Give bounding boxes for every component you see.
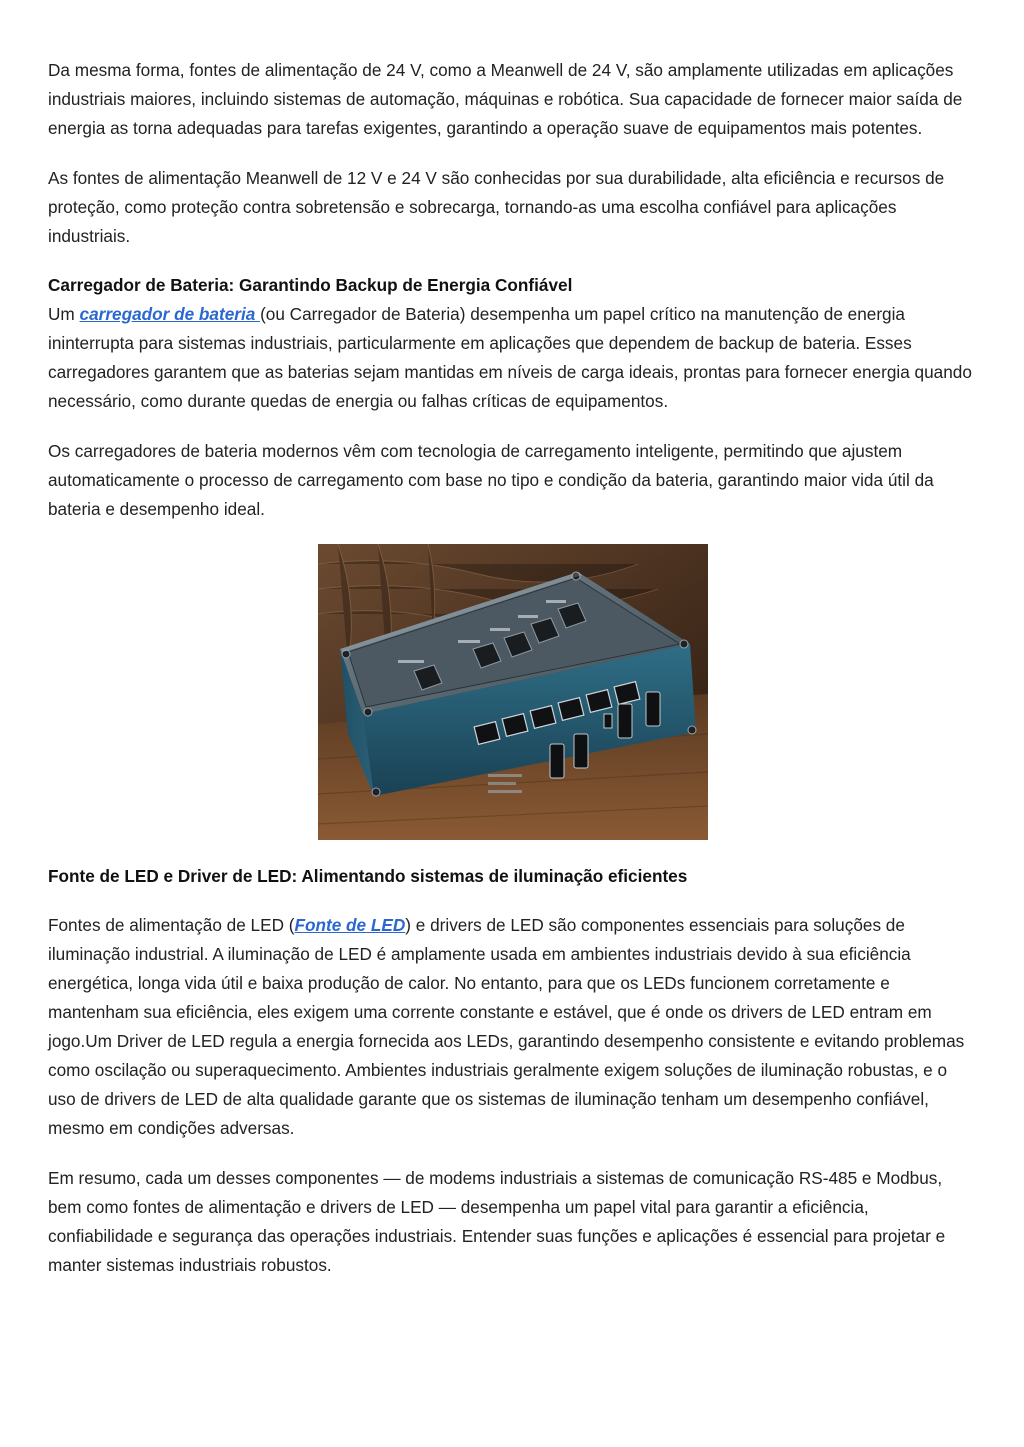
text-segment: (ou Carregador de Bateria) desempenha um papel crítico na manutenção de energia ininterrupta para sistemas industriais, particularmente em aplicações que dependem de backup de bateria. Esses carregadores garantem que as baterias sejam mantidas em níveis de carga ideais, prontas para fornecer energia quando necessário, como durante quedas de energia ou falhas críticas de equipamentos.	[48, 304, 972, 411]
text-segment: Fontes de alimentação de LED (	[48, 915, 295, 935]
paragraph-led	[48, 911, 978, 1143]
battery-charger-link[interactable]: carregador de bateria	[79, 304, 261, 324]
paragraph-summary: Em resumo, cada um desses componentes — de modems industriais a sistemas de comunicação RS-485 e Modbus, bem como fontes de alimentação e drivers de LED — desempenha um papel vital para garantir a eficiência, confiabilidade e segurança das operações industriais. Entender suas funções e aplicações é essencial para projetar e manter sistemas industriais robustos.	[48, 1167, 946, 1275]
text-segment: ) e drivers de LED são componentes essenciais para soluções de iluminação industrial. A iluminação de LED é amplamente usada em ambientes industriais devido à sua eficiência energética, longa vida útil e baixa produção de calor. No entanto, para que os LEDs funcionem corretamente e mantenham sua eficiência, eles exigem uma corrente constante e estável, que é onde os drivers de LED entram em jogo.Um Driver de LED regula a energia fornecida aos LEDs, garantindo desempenho consistente e evitando problemas como oscilação ou superaquecimento. Ambientes industriais geralmente exigem soluções de iluminação robustas, e o uso de drivers de LED de alta qualidade garante que os sistemas de iluminação tenham um desempenho confiável, mesmo em condições adversas.	[48, 915, 965, 1138]
text-segment: Um	[48, 304, 80, 324]
heading-led-driver: Fonte de LED e Driver de LED: Alimentando sistemas de iluminação eficientes	[48, 866, 688, 886]
paragraph-battery-charger	[48, 300, 978, 416]
paragraph-meanwell: As fontes de alimentação Meanwell de 12 V e 24 V são conhecidas por sua durabilidade, alta eficiência e recursos de proteção, como proteção contra sobretensão e sobrecarga, tornando-as uma escolha confiável para aplicações industriais.	[48, 167, 945, 246]
paragraph-24v-power: Da mesma forma, fontes de alimentação de 24 V, como a Meanwell de 24 V, são amplamente utilizadas em aplicações industriais maiores, incluindo sistemas de automação, máquinas e robótica. Sua capacidade de fornecer maior saída de energia as torna adequadas para tarefas exigentes, garantindo a operação suave de equipamentos mais potentes.	[48, 60, 963, 138]
heading-battery-charger: Carregador de Bateria: Garantindo Backup de Energia Confiável	[48, 275, 573, 295]
led-source-link[interactable]: Fonte de LED	[294, 915, 406, 935]
industrial-device-photo	[318, 544, 708, 840]
article-body	[48, 56, 978, 1300]
paragraph-smart-charging: Os carregadores de bateria modernos vêm com tecnologia de carregamento inteligente, permitindo que ajustem automaticamente o processo de carregamento com base no tipo e condição da bateria, garantindo maior vida útil da bateria e desempenho ideal.	[48, 440, 934, 519]
